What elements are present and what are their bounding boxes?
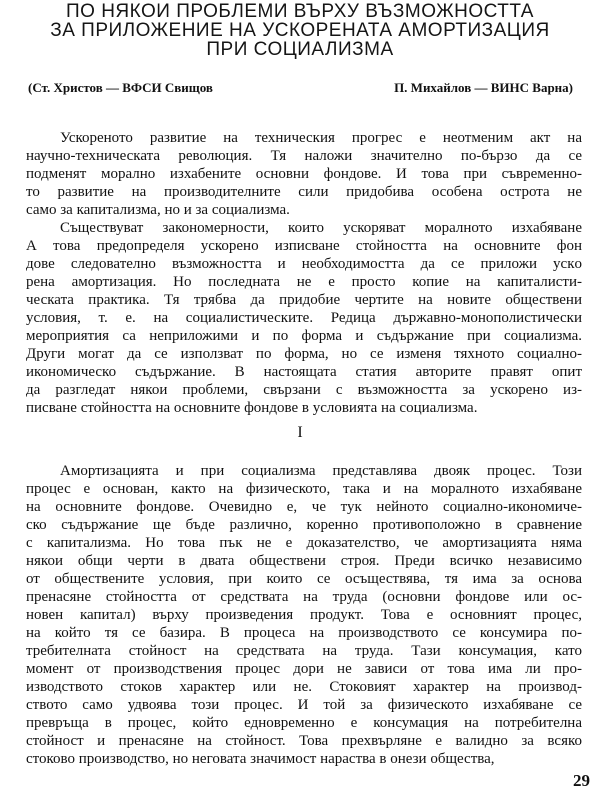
text-line: на който тя се базира. В процеса на производството се консумира по-	[26, 625, 582, 641]
author-right: П. Михайлов — ВИНС Варна)	[394, 80, 573, 95]
text-line: процес е основан, както на физическото, така и на моралното изхабяване	[26, 481, 582, 497]
text-line: условия, т. е. на социалистическите. Редица държавно-монополистически	[26, 310, 582, 326]
intro-text	[26, 129, 582, 417]
text-line: мероприятия са неприложими и по форма и съдържание при социализма.	[26, 328, 582, 344]
text-line: подменят морално изхабените основни фондове. И това при съвременно-	[26, 166, 582, 182]
text-line: дове следователно възможността и необходимостта да се приложи ускo	[26, 256, 582, 272]
paragraph	[26, 462, 582, 768]
text-line: ческата практика. Тя трябва да придобие чертите на новите обществени	[26, 292, 582, 308]
paragraph	[26, 219, 582, 417]
text-line: изводството стоков характер или не. Стоковият характер на производ-	[26, 679, 582, 695]
section-number: I	[297, 424, 303, 441]
text-line: стойност и пренасяне на стойност. Това прехвърляне е валидно за всяко	[26, 733, 582, 749]
text-line: с капитализма. Но това пък не е доказателство, че амортизацията няма	[26, 535, 582, 551]
text-line: Други могат да се използват по форма, но се изменя тяхното социално-	[26, 346, 582, 362]
page-number: 29	[573, 771, 590, 790]
text-line: Ускореното развитие на техническия прогрес е неотменим акт на	[60, 130, 582, 146]
text-line: ско съдържание ще бъде различно, коренно противоположно в сравнение	[26, 517, 582, 533]
text-line: от обществените условия, при които се осъществява, тя има за основа	[26, 571, 582, 587]
text-line: да разгледат някои проблеми, свързани с възможността за ускорено из-	[26, 382, 582, 398]
text-line: само за капитализма, но и за социализма.	[26, 202, 290, 218]
text-line: Съществуват закономерности, които ускоряват моралното изхабяване	[60, 220, 582, 236]
text-line: превръща в процес, който едновременно е консумация на потребителна	[26, 715, 582, 731]
text-line: научно-техническата революция. Тя наложи значително по-бързо да се	[26, 148, 582, 164]
text-line: някои общи черти в двата обществени строя. Преди всичко независимо	[26, 553, 582, 569]
article-title	[40, 2, 560, 59]
text-line: стоково производство, но неговата значимост нараства в онези общества,	[26, 751, 495, 767]
paragraph	[26, 129, 582, 219]
text-line: икономическо съдържание. В настоящата статия авторите правят опит	[26, 364, 582, 380]
text-line: требителната стойност на средствата на труда. Тази консумация, като	[26, 643, 582, 659]
text-line: ството само удвоява този процес. И той за физическото изхабяване се	[26, 697, 582, 713]
title-line: ПО НЯКОИ ПРОБЛЕМИ ВЪРХУ ВЪЗМОЖНОСТТА	[66, 1, 534, 22]
text-line: рена амортизация. Но последната не е просто копие на капиталисти-	[26, 274, 582, 290]
section-text	[26, 462, 582, 768]
text-line: пренасяне стойността от средствата на труда (основни фондове или ос-	[26, 589, 582, 605]
title-line: ЗА ПРИЛОЖЕНИЕ НА УСКОРЕНАТА АМОРТИЗАЦИЯ	[50, 20, 550, 41]
text-line: момент от производствения процес дори не зависи от това има ли про-	[26, 661, 582, 677]
author-left: (Ст. Христов — ВФСИ Свищов	[28, 80, 213, 95]
text-line: на основните фондове. Очевидно е, че тук нейното социално-икономиче-	[26, 499, 582, 515]
text-line: писване стойността на основните фондове в условията на социализма.	[26, 400, 478, 416]
text-line: А това предопределя ускорено изписване стойността на основните фон	[26, 238, 582, 254]
text-line: Амортизацията и при социализма представлява двояк процес. Този	[60, 463, 582, 479]
text-line: новен капитал) върху произведения продукт. Това е основният процес,	[26, 607, 582, 623]
title-line: ПРИ СОЦИАЛИЗМА	[206, 39, 394, 60]
text-line: то развитие на производителните сили придобива особена острота не	[26, 184, 582, 200]
